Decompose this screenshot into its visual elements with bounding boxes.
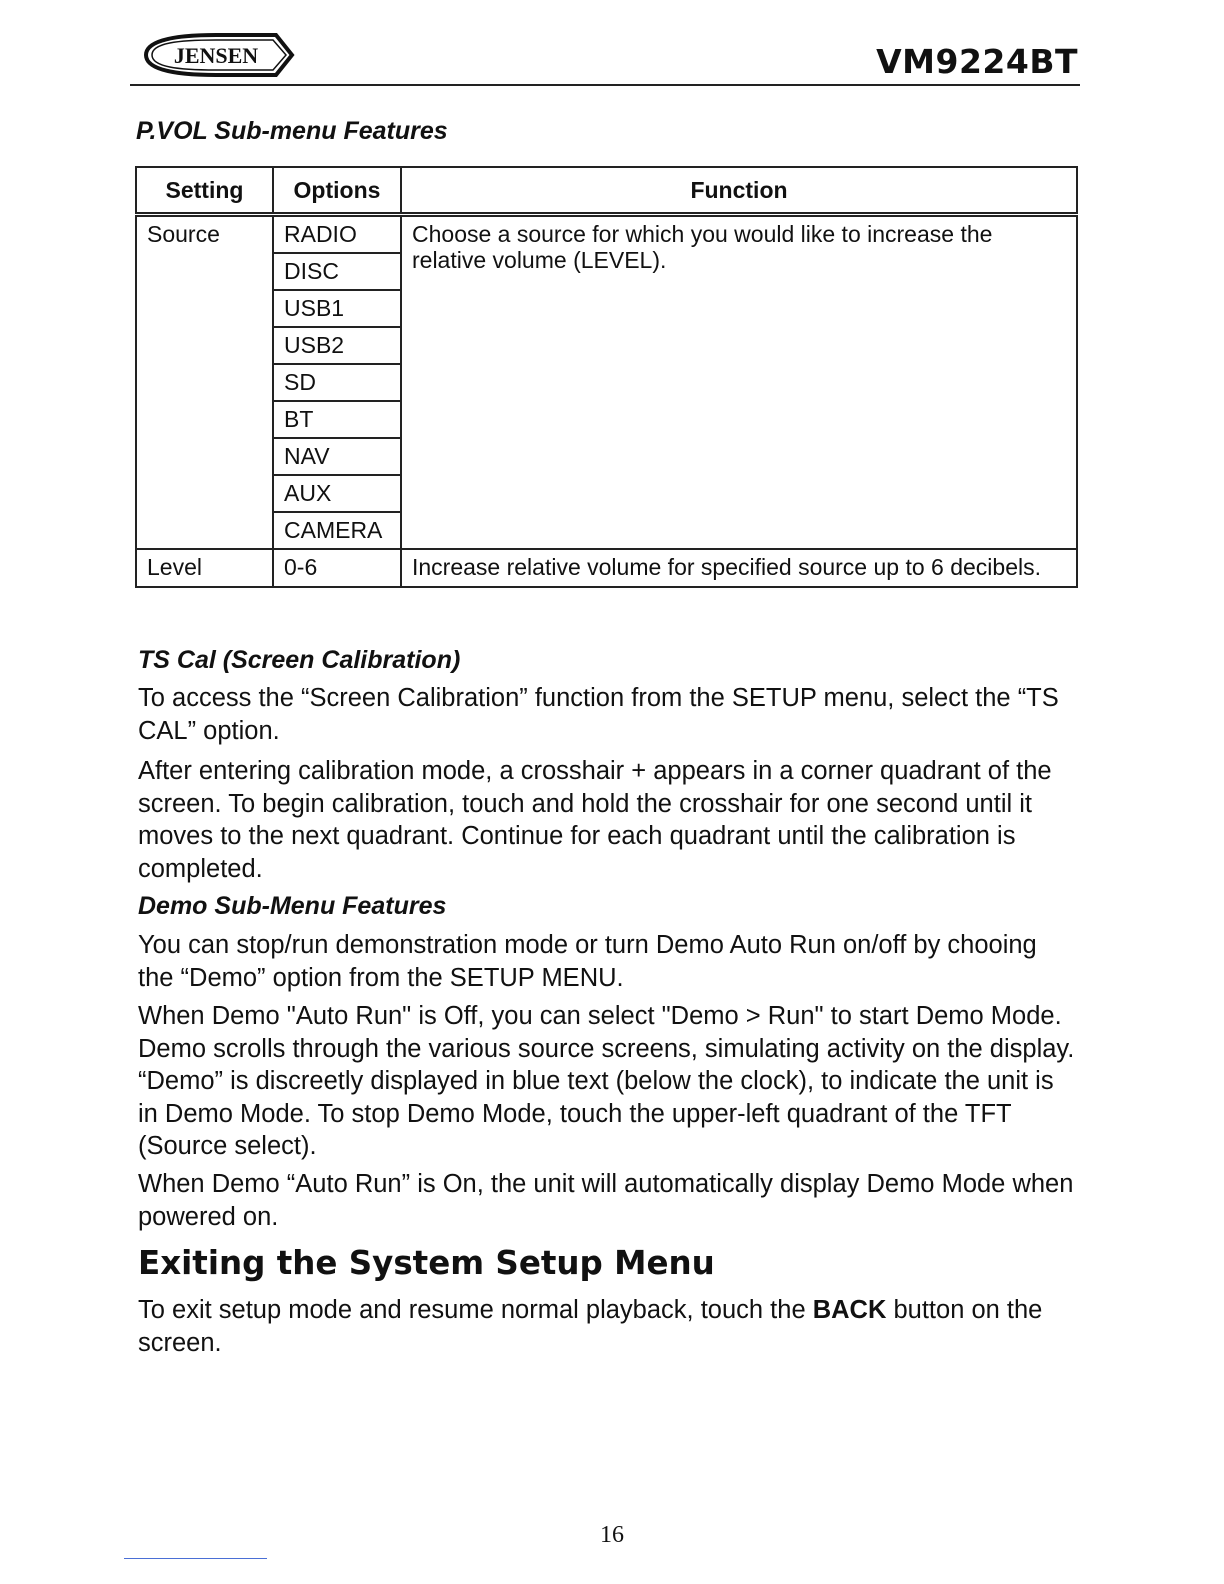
option-item: USB1 [274, 291, 400, 328]
option-item: BT [274, 402, 400, 439]
pvol-table [135, 166, 1078, 588]
column-header-options: Options [273, 167, 401, 215]
demo-paragraph: When Demo "Auto Run" is Off, you can select "Demo > Run" to start Demo Mode. Demo scrolls through the various source screens, simulating activity on the display. “Demo” is discreetly displayed in blue text (below the clock), to indicate the unit is in Demo Mode. To stop Demo Mode, touch the upper-left quadrant of the TFT (Source select). [138, 1002, 1075, 1160]
option-item: USB2 [274, 328, 400, 365]
function-cell: Increase relative volume for specified source up to 6 decibels. [401, 549, 1077, 587]
demo-section-title: Demo Sub-Menu Features [138, 892, 447, 920]
exit-section-title: Exiting the System Setup Menu [138, 1244, 715, 1282]
page-header [130, 28, 1080, 86]
model-number: VM9224BT [876, 42, 1078, 81]
setting-cell: Source [136, 215, 273, 550]
back-keyword: BACK [812, 1296, 887, 1324]
demo-paragraph: When Demo “Auto Run” is On, the unit will automatically display Demo Mode when powered on. [138, 1170, 1074, 1231]
option-item: DISC [274, 254, 400, 291]
logo-text: JENSEN [173, 43, 259, 68]
tscal-paragraph: After entering calibration mode, a crosshair + appears in a corner quadrant of the screen. To begin calibration, touch and hold the crosshair for one second until it moves to the next quadrant. Continue for each quadrant until the calibration is completed. [138, 757, 1052, 883]
exit-text-after: button on the screen. [138, 1296, 1043, 1357]
options-cell [273, 215, 401, 550]
jensen-logo [136, 32, 296, 78]
option-item: AUX [274, 476, 400, 513]
table-row [136, 215, 1077, 550]
option-item: SD [274, 365, 400, 402]
tscal-paragraph: To access the “Screen Calibration” function from the SETUP menu, select the “TS CAL” option. [138, 684, 1059, 745]
exit-paragraph [138, 1294, 1078, 1359]
demo-paragraph: You can stop/run demonstration mode or turn Demo Auto Run on/off by chooing the “Demo” option from the SETUP MENU. [138, 931, 1037, 992]
tscal-section-title: TS Cal (Screen Calibration) [138, 646, 461, 674]
pvol-section-title: P.VOL Sub-menu Features [136, 117, 448, 145]
table-row [136, 549, 1077, 587]
option-item: NAV [274, 439, 400, 476]
setting-cell: Level [136, 549, 273, 587]
options-cell: 0-6 [273, 549, 401, 587]
column-header-function: Function [401, 167, 1077, 215]
function-cell: Choose a source for which you would like to increase the relative volume (LEVEL). [401, 215, 1077, 550]
option-item: RADIO [274, 217, 400, 254]
table-header-row [136, 167, 1077, 215]
exit-text-before: To exit setup mode and resume normal playback, touch the [138, 1296, 813, 1324]
column-header-setting: Setting [136, 167, 273, 215]
option-item: CAMERA [284, 517, 383, 543]
footer-rule [124, 1558, 267, 1559]
page-number: 16 [600, 1522, 624, 1548]
